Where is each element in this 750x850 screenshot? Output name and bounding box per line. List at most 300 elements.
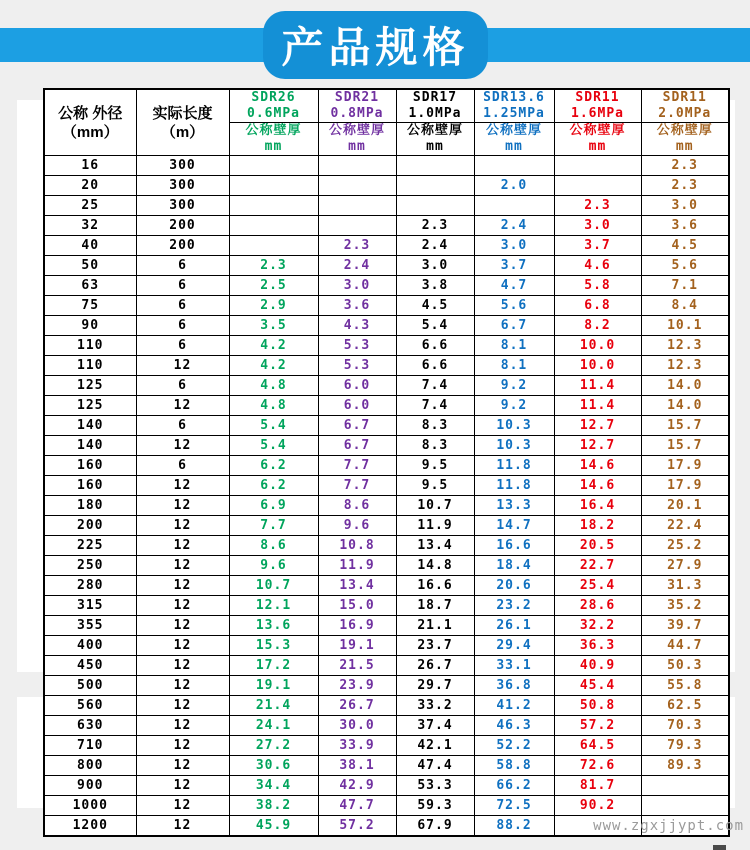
table-cell: 2.5 <box>229 276 318 296</box>
table-cell: 29.4 <box>474 636 554 656</box>
table-cell: 27.9 <box>641 556 729 576</box>
table-row <box>44 636 729 656</box>
table-cell: 62.5 <box>641 696 729 716</box>
table-cell: 3.0 <box>474 236 554 256</box>
table-cell: 1000 <box>44 796 136 816</box>
spec-table-header <box>44 89 729 156</box>
table-cell <box>318 216 396 236</box>
table-cell: 10.3 <box>474 416 554 436</box>
table-cell: 6 <box>136 256 229 276</box>
table-cell: 52.2 <box>474 736 554 756</box>
table-cell: 12.3 <box>641 336 729 356</box>
table-cell: 500 <box>44 676 136 696</box>
table-row <box>44 576 729 596</box>
table-cell: 46.3 <box>474 716 554 736</box>
table-cell: 4.6 <box>554 256 641 276</box>
page-title <box>263 11 488 79</box>
table-cell: 450 <box>44 656 136 676</box>
table-cell: 6 <box>136 336 229 356</box>
table-cell: 10.7 <box>229 576 318 596</box>
table-row <box>44 396 729 416</box>
table-cell: 20.6 <box>474 576 554 596</box>
table-cell: 20.5 <box>554 536 641 556</box>
table-cell: 3.8 <box>396 276 474 296</box>
table-cell: 45.9 <box>229 816 318 836</box>
table-cell: 59.3 <box>396 796 474 816</box>
table-cell: 18.4 <box>474 556 554 576</box>
table-cell: 36.8 <box>474 676 554 696</box>
table-cell: 13.3 <box>474 496 554 516</box>
table-cell: 90 <box>44 316 136 336</box>
table-cell: 57.2 <box>554 716 641 736</box>
table-cell: 33.9 <box>318 736 396 756</box>
table-cell: 23.2 <box>474 596 554 616</box>
table-cell: 18.7 <box>396 596 474 616</box>
table-cell: 8.3 <box>396 436 474 456</box>
table-cell: 10.0 <box>554 336 641 356</box>
table-cell: 12 <box>136 396 229 416</box>
table-cell: 3.0 <box>554 216 641 236</box>
table-cell: 37.4 <box>396 716 474 736</box>
table-cell: 15.0 <box>318 596 396 616</box>
table-cell: 6 <box>136 456 229 476</box>
table-cell: 24.1 <box>229 716 318 736</box>
table-cell: 3.6 <box>318 296 396 316</box>
col-header-sdr-4: SDR11 1.6MPa <box>554 89 641 123</box>
col-header-sdr-2: SDR17 1.0MPa <box>396 89 474 123</box>
table-cell: 14.0 <box>641 396 729 416</box>
table-cell: 12 <box>136 676 229 696</box>
table-cell <box>554 176 641 196</box>
table-cell: 20 <box>44 176 136 196</box>
table-cell: 20.1 <box>641 496 729 516</box>
table-cell: 13.4 <box>396 536 474 556</box>
table-cell: 41.2 <box>474 696 554 716</box>
table-cell: 8.6 <box>229 536 318 556</box>
table-row <box>44 536 729 556</box>
table-cell: 38.1 <box>318 756 396 776</box>
table-row <box>44 296 729 316</box>
table-cell: 36.3 <box>554 636 641 656</box>
table-row <box>44 596 729 616</box>
table-cell: 2.4 <box>318 256 396 276</box>
col-header-sdr-5: SDR11 2.0MPa <box>641 89 729 123</box>
table-cell: 280 <box>44 576 136 596</box>
table-cell: 3.0 <box>396 256 474 276</box>
table-cell: 38.2 <box>229 796 318 816</box>
table-row <box>44 556 729 576</box>
table-cell: 6 <box>136 316 229 336</box>
table-cell: 2.3 <box>554 196 641 216</box>
table-cell: 6.0 <box>318 396 396 416</box>
table-cell: 32 <box>44 216 136 236</box>
table-cell: 12 <box>136 776 229 796</box>
table-cell: 11.9 <box>318 556 396 576</box>
table-cell: 4.5 <box>641 236 729 256</box>
table-cell: 25.2 <box>641 536 729 556</box>
table-cell: 18.2 <box>554 516 641 536</box>
table-cell: 19.1 <box>318 636 396 656</box>
table-cell: 26.7 <box>396 656 474 676</box>
table-cell: 22.7 <box>554 556 641 576</box>
table-cell: 16.4 <box>554 496 641 516</box>
table-cell: 28.6 <box>554 596 641 616</box>
table-cell: 7.7 <box>229 516 318 536</box>
table-cell: 50.3 <box>641 656 729 676</box>
table-row <box>44 476 729 496</box>
table-row <box>44 616 729 636</box>
table-row <box>44 216 729 236</box>
table-cell: 16.6 <box>474 536 554 556</box>
table-cell: 12 <box>136 576 229 596</box>
table-cell: 21.5 <box>318 656 396 676</box>
table-cell: 72.6 <box>554 756 641 776</box>
table-cell: 2.4 <box>396 236 474 256</box>
table-cell: 34.4 <box>229 776 318 796</box>
table-cell: 14.6 <box>554 456 641 476</box>
table-cell: 400 <box>44 636 136 656</box>
table-cell: 2.3 <box>641 176 729 196</box>
table-cell: 12 <box>136 636 229 656</box>
table-cell: 12 <box>136 816 229 836</box>
table-cell: 560 <box>44 696 136 716</box>
table-cell: 300 <box>136 176 229 196</box>
table-cell: 2.3 <box>396 216 474 236</box>
table-cell: 6.7 <box>318 416 396 436</box>
table-cell: 2.4 <box>474 216 554 236</box>
table-cell: 42.9 <box>318 776 396 796</box>
table-cell: 67.9 <box>396 816 474 836</box>
table-cell: 10.1 <box>641 316 729 336</box>
table-cell: 72.5 <box>474 796 554 816</box>
table-cell: 6.6 <box>396 356 474 376</box>
table-cell: 26.7 <box>318 696 396 716</box>
table-cell: 10.7 <box>396 496 474 516</box>
table-cell: 10.3 <box>474 436 554 456</box>
table-cell: 12 <box>136 496 229 516</box>
table-cell: 12.3 <box>641 356 729 376</box>
table-cell <box>318 176 396 196</box>
col-header-wall-thickness-1: 公称壁厚 mm <box>318 123 396 156</box>
table-cell: 16.6 <box>396 576 474 596</box>
table-cell: 47.7 <box>318 796 396 816</box>
table-row <box>44 416 729 436</box>
table-cell <box>641 776 729 796</box>
table-row <box>44 776 729 796</box>
col-header-outer-diameter <box>44 89 136 156</box>
table-row <box>44 256 729 276</box>
table-cell: 79.3 <box>641 736 729 756</box>
table-row <box>44 176 729 196</box>
table-cell: 12 <box>136 616 229 636</box>
table-cell: 89.3 <box>641 756 729 776</box>
table-cell: 64.5 <box>554 736 641 756</box>
spec-table-body <box>44 156 729 836</box>
table-cell: 12 <box>136 356 229 376</box>
table-cell: 45.4 <box>554 676 641 696</box>
table-cell: 3.0 <box>318 276 396 296</box>
table-cell: 12.7 <box>554 436 641 456</box>
table-cell: 17.9 <box>641 476 729 496</box>
table-row <box>44 376 729 396</box>
table-cell: 5.6 <box>641 256 729 276</box>
table-cell: 29.7 <box>396 676 474 696</box>
table-cell: 5.3 <box>318 356 396 376</box>
table-cell: 55.8 <box>641 676 729 696</box>
table-cell: 8.2 <box>554 316 641 336</box>
table-cell: 17.9 <box>641 456 729 476</box>
table-cell: 44.7 <box>641 636 729 656</box>
table-cell: 13.6 <box>229 616 318 636</box>
table-cell: 7.1 <box>641 276 729 296</box>
table-cell: 50.8 <box>554 696 641 716</box>
table-cell: 7.4 <box>396 396 474 416</box>
table-cell: 9.6 <box>229 556 318 576</box>
table-cell: 5.4 <box>229 436 318 456</box>
table-cell: 42.1 <box>396 736 474 756</box>
table-cell: 5.6 <box>474 296 554 316</box>
table-cell: 40.9 <box>554 656 641 676</box>
table-cell: 11.4 <box>554 376 641 396</box>
table-cell: 160 <box>44 456 136 476</box>
table-row <box>44 716 729 736</box>
table-cell: 6 <box>136 376 229 396</box>
col-header-sdr-1: SDR21 0.8MPa <box>318 89 396 123</box>
table-cell: 40 <box>44 236 136 256</box>
table-cell: 25 <box>44 196 136 216</box>
table-row <box>44 496 729 516</box>
table-cell: 12.1 <box>229 596 318 616</box>
table-cell: 160 <box>44 476 136 496</box>
table-cell: 8.3 <box>396 416 474 436</box>
table-cell: 11.8 <box>474 476 554 496</box>
table-cell: 3.6 <box>641 216 729 236</box>
table-cell: 200 <box>44 516 136 536</box>
table-cell: 19.1 <box>229 676 318 696</box>
table-cell: 58.8 <box>474 756 554 776</box>
table-cell: 35.2 <box>641 596 729 616</box>
col-header-actual-length <box>136 89 229 156</box>
col-header-wall-thickness-2: 公称壁厚 mm <box>396 123 474 156</box>
table-cell <box>229 176 318 196</box>
table-row <box>44 356 729 376</box>
table-cell: 315 <box>44 596 136 616</box>
table-cell <box>641 796 729 816</box>
table-cell: 355 <box>44 616 136 636</box>
table-cell: 3.0 <box>641 196 729 216</box>
table-cell: 800 <box>44 756 136 776</box>
table-cell: 47.4 <box>396 756 474 776</box>
table-cell: 2.3 <box>318 236 396 256</box>
table-cell: 30.0 <box>318 716 396 736</box>
table-cell: 110 <box>44 356 136 376</box>
col-header-outer-diameter-line1: 公称 外径 <box>58 104 123 122</box>
table-row <box>44 736 729 756</box>
table-cell: 200 <box>136 236 229 256</box>
table-cell: 9.5 <box>396 456 474 476</box>
table-cell: 5.4 <box>229 416 318 436</box>
table-cell: 2.9 <box>229 296 318 316</box>
table-cell: 6.9 <box>229 496 318 516</box>
table-cell: 6.6 <box>396 336 474 356</box>
table-cell: 11.9 <box>396 516 474 536</box>
table-cell: 9.6 <box>318 516 396 536</box>
table-cell: 2.0 <box>474 176 554 196</box>
table-cell: 8.4 <box>641 296 729 316</box>
table-cell: 125 <box>44 396 136 416</box>
table-cell <box>229 156 318 176</box>
col-header-outer-diameter-line2: （mm） <box>61 123 119 141</box>
table-cell: 300 <box>136 196 229 216</box>
table-cell: 125 <box>44 376 136 396</box>
table-cell: 4.7 <box>474 276 554 296</box>
table-cell: 9.2 <box>474 376 554 396</box>
table-cell: 6 <box>136 296 229 316</box>
col-header-sdr-0: SDR26 0.6MPa <box>229 89 318 123</box>
table-cell: 16.9 <box>318 616 396 636</box>
col-header-wall-thickness-5: 公称壁厚 mm <box>641 123 729 156</box>
table-cell: 11.4 <box>554 396 641 416</box>
table-cell: 12 <box>136 656 229 676</box>
table-cell: 9.5 <box>396 476 474 496</box>
table-cell: 22.4 <box>641 516 729 536</box>
table-cell: 88.2 <box>474 816 554 836</box>
table-cell: 8.6 <box>318 496 396 516</box>
col-header-actual-length-line1: 实际长度 <box>152 104 213 122</box>
table-cell: 6 <box>136 416 229 436</box>
table-cell: 27.2 <box>229 736 318 756</box>
table-cell: 110 <box>44 336 136 356</box>
page-title-text: 产品规格 <box>281 24 470 71</box>
table-cell: 225 <box>44 536 136 556</box>
table-cell: 5.3 <box>318 336 396 356</box>
table-cell: 32.2 <box>554 616 641 636</box>
table-cell: 6 <box>136 276 229 296</box>
table-cell: 6.2 <box>229 476 318 496</box>
table-cell: 1200 <box>44 816 136 836</box>
table-cell: 710 <box>44 736 136 756</box>
table-cell: 8.1 <box>474 356 554 376</box>
table-row <box>44 756 729 776</box>
table-cell: 140 <box>44 416 136 436</box>
table-cell: 12 <box>136 556 229 576</box>
table-cell: 12 <box>136 696 229 716</box>
table-cell: 140 <box>44 436 136 456</box>
table-cell: 23.7 <box>396 636 474 656</box>
table-cell: 6.0 <box>318 376 396 396</box>
table-cell: 21.4 <box>229 696 318 716</box>
table-cell: 12 <box>136 436 229 456</box>
table-cell: 4.8 <box>229 376 318 396</box>
table-cell: 12 <box>136 716 229 736</box>
table-cell: 57.2 <box>318 816 396 836</box>
table-row <box>44 796 729 816</box>
table-cell: 2.3 <box>229 256 318 276</box>
table-cell: 33.1 <box>474 656 554 676</box>
table-cell: 14.0 <box>641 376 729 396</box>
table-cell: 17.2 <box>229 656 318 676</box>
table-cell: 15.3 <box>229 636 318 656</box>
table-cell: 14.6 <box>554 476 641 496</box>
table-cell: 30.6 <box>229 756 318 776</box>
table-cell: 8.1 <box>474 336 554 356</box>
col-header-actual-length-line2: （m） <box>160 123 205 141</box>
table-cell: 12 <box>136 536 229 556</box>
table-row <box>44 336 729 356</box>
table-cell: 21.1 <box>396 616 474 636</box>
table-cell: 66.2 <box>474 776 554 796</box>
table-cell: 12 <box>136 756 229 776</box>
table-cell <box>318 196 396 216</box>
table-cell <box>396 156 474 176</box>
table-cell: 12 <box>136 516 229 536</box>
col-header-sdr-3: SDR13.6 1.25MPa <box>474 89 554 123</box>
col-header-wall-thickness-4: 公称壁厚 mm <box>554 123 641 156</box>
table-cell <box>318 156 396 176</box>
table-cell: 12 <box>136 736 229 756</box>
table-cell: 26.1 <box>474 616 554 636</box>
table-cell: 250 <box>44 556 136 576</box>
table-cell: 180 <box>44 496 136 516</box>
table-cell: 31.3 <box>641 576 729 596</box>
table-cell: 6.2 <box>229 456 318 476</box>
table-cell: 12 <box>136 796 229 816</box>
table-cell: 4.2 <box>229 336 318 356</box>
table-cell: 12.7 <box>554 416 641 436</box>
table-cell: 3.5 <box>229 316 318 336</box>
table-row <box>44 276 729 296</box>
table-cell: 63 <box>44 276 136 296</box>
table-cell: 6.7 <box>318 436 396 456</box>
table-cell <box>554 156 641 176</box>
table-cell: 2.3 <box>641 156 729 176</box>
table-cell: 12 <box>136 596 229 616</box>
table-cell: 15.7 <box>641 416 729 436</box>
table-cell: 12 <box>136 476 229 496</box>
table-cell: 15.7 <box>641 436 729 456</box>
table-cell: 3.7 <box>474 256 554 276</box>
table-cell: 14.7 <box>474 516 554 536</box>
table-cell: 300 <box>136 156 229 176</box>
table-row <box>44 676 729 696</box>
table-row <box>44 316 729 336</box>
table-cell: 75 <box>44 296 136 316</box>
table-cell: 50 <box>44 256 136 276</box>
col-header-wall-thickness-3: 公称壁厚 mm <box>474 123 554 156</box>
table-cell: 11.8 <box>474 456 554 476</box>
table-row <box>44 656 729 676</box>
table-cell <box>229 236 318 256</box>
table-cell: 200 <box>136 216 229 236</box>
table-cell: 4.3 <box>318 316 396 336</box>
table-cell <box>396 196 474 216</box>
table-row <box>44 436 729 456</box>
table-cell <box>474 196 554 216</box>
table-cell: 16 <box>44 156 136 176</box>
table-cell: 53.3 <box>396 776 474 796</box>
spec-table <box>43 88 730 837</box>
table-cell: 4.5 <box>396 296 474 316</box>
corner-mark <box>713 845 726 850</box>
table-cell: 5.8 <box>554 276 641 296</box>
table-cell: 900 <box>44 776 136 796</box>
table-row <box>44 156 729 176</box>
table-cell: 14.8 <box>396 556 474 576</box>
table-cell: 3.7 <box>554 236 641 256</box>
table-cell: 13.4 <box>318 576 396 596</box>
table-cell: 5.4 <box>396 316 474 336</box>
table-cell: 6.8 <box>554 296 641 316</box>
